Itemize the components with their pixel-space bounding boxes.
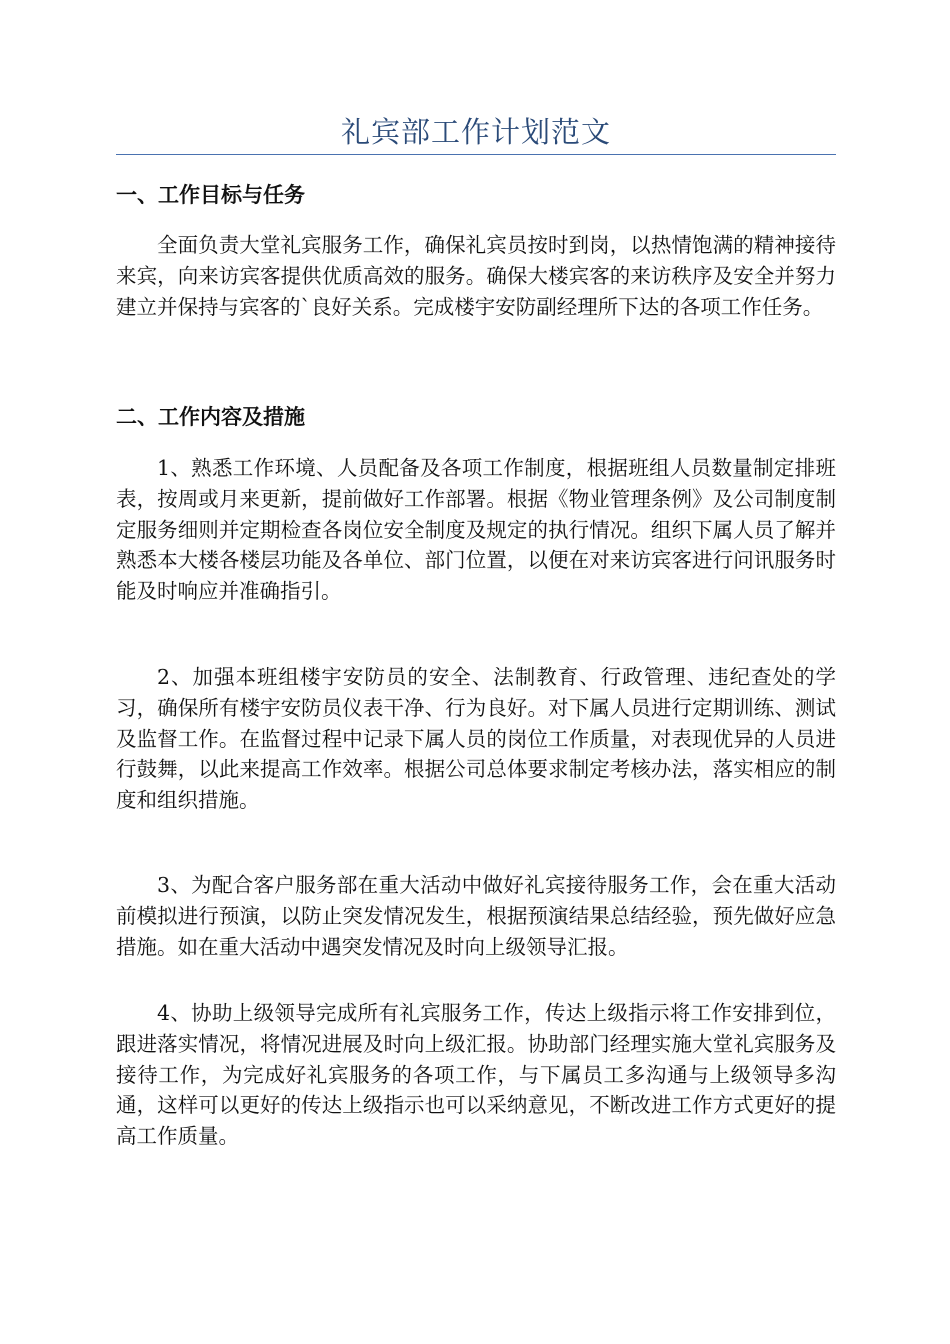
section-heading-goals: 一、工作目标与任务 — [116, 183, 305, 207]
paragraph-measure-1: 1、熟悉工作环境、人员配备及各项工作制度，根据班组人员数量制定排班表，按周或月来更新，提前做好工作部署。根据《物业管理条例》及公司制度制定服务细则并定期检查各岗位安全制度及规定的执行情况。组织下属人员了解并熟悉本大楼各楼层功能及各单位、部门位置，以便在对来访宾客进行问讯服务时能及时响应并准确指引。 — [116, 456, 836, 604]
title-underline — [116, 154, 836, 155]
paragraph-measure-4: 4、协助上级领导完成所有礼宾服务工作，传达上级指示将工作安排到位，跟进落实情况，将情况进展及时向上级汇报。协助部门经理实施大堂礼宾服务及接待工作，为完成好礼宾服务的各项工作，与下属员工多沟通与上级领导多沟通，这样可以更好的传达上级指示也可以采纳意见，不断改进工作方式更好的提高工作质量。 — [116, 1001, 836, 1149]
section-heading-measures: 二、工作内容及措施 — [116, 405, 305, 429]
paragraph-goals: 全面负责大堂礼宾服务工作，确保礼宾员按时到岗，以热情饱满的精神接待来宾，向来访宾客提供优质高效的服务。确保大楼宾客的来访秩序及安全并努力建立并保持与宾客的`良好关系。完成楼宇安防副经理所下达的各项工作任务。 — [116, 233, 836, 319]
paragraph-measure-2: 2、加强本班组楼宇安防员的安全、法制教育、行政管理、违纪查处的学习，确保所有楼宇安防员仪表干净、行为良好。对下属人员进行定期训练、测试及监督工作。在监督过程中记录下属人员的岗位工作质量，对表现优异的人员进行鼓舞，以此来提高工作效率。根据公司总体要求制定考核办法，落实相应的制度和组织措施。 — [116, 665, 836, 813]
document-title: 礼宾部工作计划范文 — [340, 115, 611, 149]
paragraph-measure-3: 3、为配合客户服务部在重大活动中做好礼宾接待服务工作，会在重大活动前模拟进行预演，以防止突发情况发生，根据预演结果总结经验，预先做好应急措施。如在重大活动中遇突发情况及时向上级领导汇报。 — [116, 873, 836, 959]
